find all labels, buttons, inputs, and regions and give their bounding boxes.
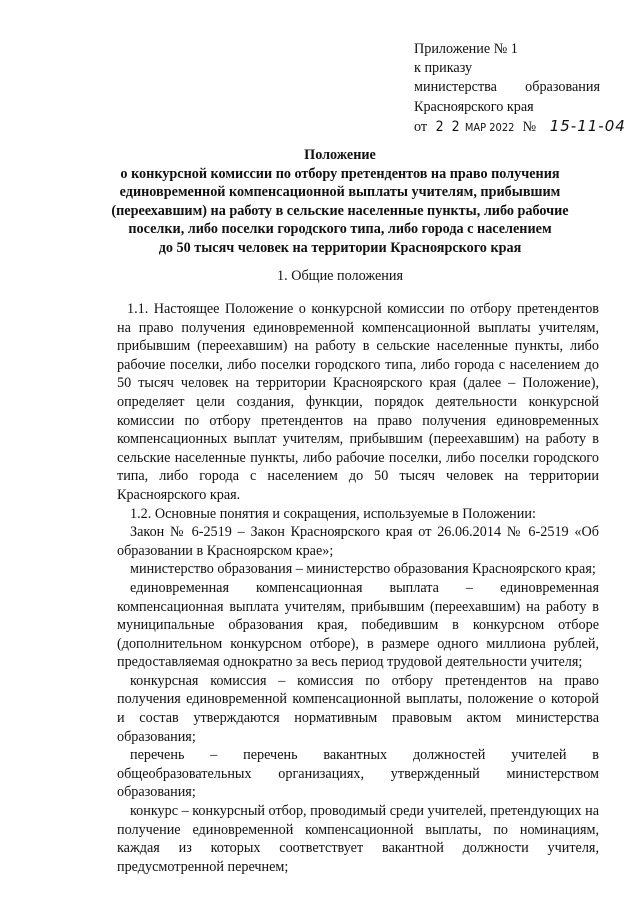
order-date-rest: МАР 2022 [464, 120, 515, 134]
appendix-header [414, 40, 626, 137]
title-line-4: (переехавшим) на работу в сельские населенные пункты, либо рабочие [111, 202, 569, 219]
appendix-ministry [414, 78, 600, 97]
section-heading: 1. Общие положения [277, 268, 403, 284]
definition-law: Закон № 6-2519 – Закон Красноярского края от 26.06.2014 № 6-2519 «Об образовании в Красноярском крае»; [117, 524, 599, 559]
title-line-3: единовременной компенсационной выплаты учителям, прибывшим [119, 184, 561, 200]
paragraph-1-1: 1.1. Настоящее Положение о конкурсной комиссии по отбору претендентов на право получения единовременной компенсационной выплаты учителям, прибывшим (переехавшим) на работу в сельские населенные пункты, либо рабочие поселки, либо поселки городского типа, либо города с населением до 50 тысяч человек на территории Красноярского края (далее – Положение), определяет цели создания, функции, порядок деятельности конкурсной комиссии по отбору претендентов на право получения единовременных компенсационных выплат учителям, прибывшим (переехавшим) на работу в сельские населенные пункты, либо рабочие поселки, либо поселки городского типа, либо города с населением до 50 тысяч человек на территории Красноярского края. [117, 301, 599, 503]
title-line-5: поселки, либо поселки городского типа, либо города с населением [128, 221, 552, 237]
order-number-handwritten: 15-11-04 [549, 116, 626, 135]
definition-payment: единовременная компенсационная выплата – единовременная компенсационная выплата учителям, прибывшим (переехавшим) на работу в муниципальные образования края, победившим в конкурсном отборе (дополнительном конкурсном отборе), в размере одного миллиона рублей, предоставляемая однократно за весь период трудовой деятельности учителя; [117, 579, 599, 671]
order-date-day: 2 2 [435, 118, 462, 135]
order-prefix: от [414, 118, 428, 135]
order-date-stamp [435, 118, 518, 135]
appendix-education-word: образования [525, 79, 600, 96]
document-body [117, 300, 599, 876]
definition-commission: конкурсная комиссия – комиссия по отбору претендентов на право получения единовременной компенсационной выплаты, положение о которой и состав утверждаются нормативным правовым актом министерства образования; [117, 672, 599, 745]
title-line-2: о конкурсной комиссии по отбору претендентов на право получения [120, 165, 560, 182]
definition-ministry: министерство образования – министерство образования Красноярского края; [130, 561, 596, 578]
appendix-ministry-word: министерства [414, 79, 497, 96]
appendix-region: Красноярского края [414, 98, 534, 115]
title-line-1: Положение [304, 147, 376, 163]
paragraph-1-2: 1.2. Основные понятия и сокращения, используемые в Положении: [130, 505, 536, 522]
order-number-label: № [522, 118, 537, 135]
definition-list: перечень – перечень вакантных должностей учителей в общеобразовательных организациях, утвержденный министерством образования; [117, 747, 599, 801]
definition-contest: конкурс – конкурсный отбор, проводимый среди учителей, претендующих на получение единовременной компенсационной выплаты, по номинациям, каждая из которых соответствует вакантной должности учителя, предусмотренной перечнем; [117, 803, 599, 875]
appendix-order-line [414, 116, 626, 137]
title-line-6: до 50 тысяч человек на территории Красноярского края [158, 239, 522, 256]
appendix-title: Приложение № 1 [414, 41, 518, 57]
appendix-order-ref: к приказу [414, 60, 473, 77]
document-title [90, 146, 590, 257]
